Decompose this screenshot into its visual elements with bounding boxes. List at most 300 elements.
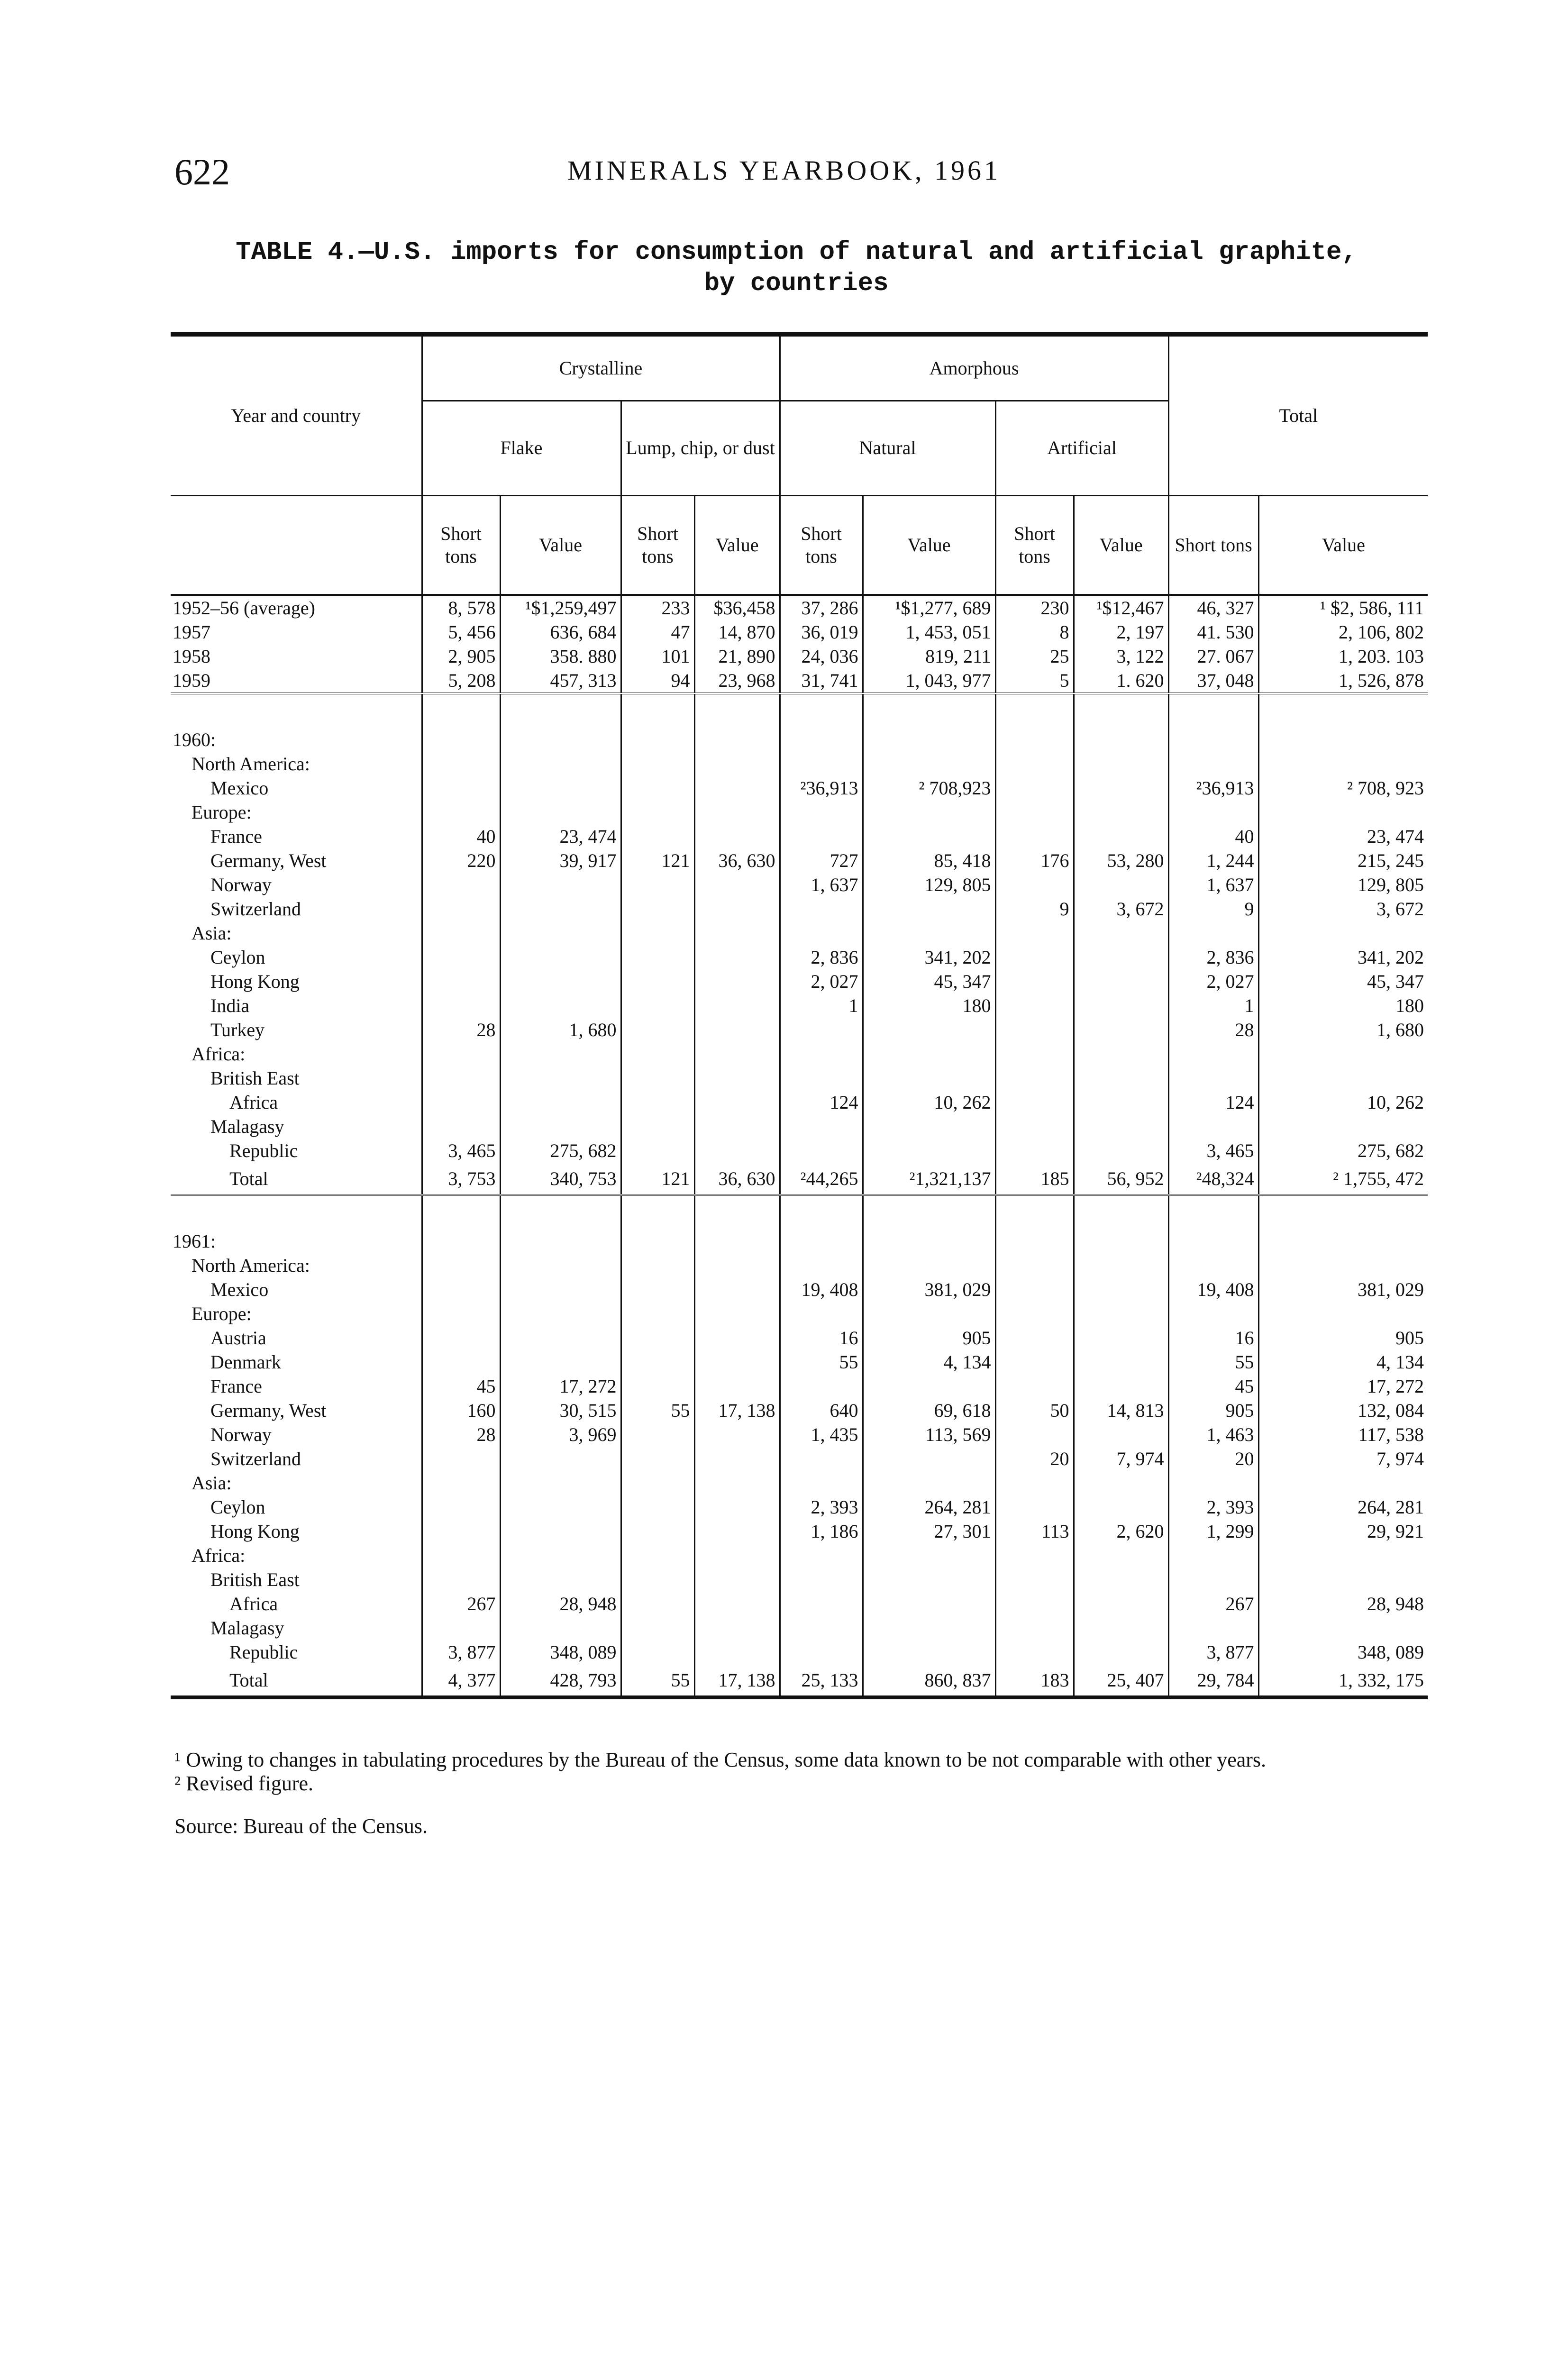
row-label: Africa: xyxy=(171,1543,422,1568)
data-cell: 23, 474 xyxy=(1258,824,1428,848)
data-cell xyxy=(621,1592,694,1616)
data-cell xyxy=(694,1568,780,1592)
data-cell xyxy=(621,1229,694,1253)
data-cell: 1 xyxy=(780,994,863,1018)
data-cell xyxy=(1168,1568,1258,1592)
data-cell xyxy=(995,945,1074,969)
data-cell xyxy=(621,994,694,1018)
data-cell xyxy=(621,1253,694,1277)
data-cell: 40 xyxy=(1168,824,1258,848)
data-cell: 24, 036 xyxy=(780,644,863,668)
data-cell xyxy=(1258,800,1428,824)
data-cell: 2, 393 xyxy=(780,1495,863,1519)
data-cell xyxy=(621,728,694,752)
data-cell: 341, 202 xyxy=(863,945,995,969)
data-cell xyxy=(780,1042,863,1066)
row-label: Asia: xyxy=(171,1471,422,1495)
data-cell: 5, 208 xyxy=(422,668,500,693)
data-cell xyxy=(995,728,1074,752)
data-cell xyxy=(995,969,1074,994)
data-cell: 1, 637 xyxy=(780,873,863,897)
flake-header: Flake xyxy=(422,401,621,495)
data-cell xyxy=(995,800,1074,824)
data-cell: 45, 347 xyxy=(1258,969,1428,994)
short-tons-header: Short tons xyxy=(621,495,694,595)
data-cell xyxy=(694,693,780,728)
data-cell xyxy=(621,1195,694,1229)
data-cell xyxy=(780,1543,863,1568)
data-cell: 233 xyxy=(621,595,694,620)
data-cell xyxy=(995,1422,1074,1447)
total-row xyxy=(171,1664,1428,1697)
data-cell xyxy=(863,728,995,752)
data-cell xyxy=(995,1326,1074,1350)
artificial-header: Artificial xyxy=(995,401,1168,495)
data-cell: 267 xyxy=(1168,1592,1258,1616)
data-cell xyxy=(621,1326,694,1350)
data-cell xyxy=(500,873,621,897)
data-cell: ²1,321,137 xyxy=(863,1163,995,1195)
data-cell xyxy=(1074,1350,1168,1374)
data-cell xyxy=(422,921,500,945)
data-cell: ²44,265 xyxy=(780,1163,863,1195)
data-cell: 36, 019 xyxy=(780,620,863,644)
table-row xyxy=(171,1616,1428,1640)
table-row xyxy=(171,1543,1428,1568)
data-cell xyxy=(995,921,1074,945)
data-cell xyxy=(780,1374,863,1398)
data-cell xyxy=(863,1253,995,1277)
data-cell xyxy=(863,1568,995,1592)
data-cell xyxy=(621,752,694,776)
data-cell xyxy=(1074,873,1168,897)
data-cell: 264, 281 xyxy=(863,1495,995,1519)
data-cell: 47 xyxy=(621,620,694,644)
data-cell: 124 xyxy=(1168,1090,1258,1114)
data-cell xyxy=(422,1519,500,1543)
data-cell: 17, 272 xyxy=(1258,1374,1428,1398)
row-label xyxy=(171,1195,422,1229)
data-cell xyxy=(500,752,621,776)
data-cell xyxy=(995,693,1074,728)
data-cell: 14, 870 xyxy=(694,620,780,644)
table-row xyxy=(171,1592,1428,1616)
data-cell: 29, 784 xyxy=(1168,1664,1258,1697)
row-label: Ceylon xyxy=(171,1495,422,1519)
data-cell: 23, 474 xyxy=(500,824,621,848)
data-cell: 1, 435 xyxy=(780,1422,863,1447)
data-cell xyxy=(694,1519,780,1543)
data-cell xyxy=(500,897,621,921)
data-cell: 20 xyxy=(995,1447,1074,1471)
data-cell xyxy=(1074,1422,1168,1447)
data-cell: 340, 753 xyxy=(500,1163,621,1195)
data-cell xyxy=(621,1568,694,1592)
table-row xyxy=(171,1495,1428,1519)
table-row xyxy=(171,824,1428,848)
data-cell: 124 xyxy=(780,1090,863,1114)
row-label: Malagasy xyxy=(171,1616,422,1640)
data-cell xyxy=(621,1471,694,1495)
data-cell xyxy=(995,1616,1074,1640)
data-cell: 10, 262 xyxy=(1258,1090,1428,1114)
data-cell xyxy=(1168,1195,1258,1229)
data-cell xyxy=(1258,1543,1428,1568)
data-cell: 2, 905 xyxy=(422,644,500,668)
data-cell xyxy=(863,693,995,728)
data-cell xyxy=(621,800,694,824)
data-cell xyxy=(694,776,780,800)
data-cell: 30, 515 xyxy=(500,1398,621,1422)
data-cell: 275, 682 xyxy=(1258,1139,1428,1163)
data-cell: 2, 836 xyxy=(1168,945,1258,969)
data-cell xyxy=(995,776,1074,800)
data-cell xyxy=(1074,824,1168,848)
data-cell xyxy=(780,1471,863,1495)
data-cell: 39, 917 xyxy=(500,848,621,873)
data-cell xyxy=(694,1018,780,1042)
graphite-imports-table xyxy=(171,332,1428,1699)
data-cell: 1, 453, 051 xyxy=(863,620,995,644)
data-cell xyxy=(1258,1195,1428,1229)
data-cell xyxy=(863,1302,995,1326)
data-cell: 41. 530 xyxy=(1168,620,1258,644)
table-row xyxy=(171,1253,1428,1277)
data-cell: 113 xyxy=(995,1519,1074,1543)
data-cell xyxy=(694,1326,780,1350)
data-cell xyxy=(863,800,995,824)
data-cell: ¹$1,277, 689 xyxy=(863,595,995,620)
data-cell xyxy=(621,1374,694,1398)
data-cell xyxy=(694,1374,780,1398)
data-cell: ¹ $2, 586, 111 xyxy=(1258,595,1428,620)
table-row xyxy=(171,1568,1428,1592)
data-cell xyxy=(1074,800,1168,824)
data-cell xyxy=(694,1543,780,1568)
short-tons-header: Short tons xyxy=(780,495,863,595)
data-cell: 2, 027 xyxy=(780,969,863,994)
data-cell: 21, 890 xyxy=(694,644,780,668)
data-cell: 9 xyxy=(995,897,1074,921)
data-cell xyxy=(500,1114,621,1139)
data-cell xyxy=(995,1042,1074,1066)
data-cell xyxy=(1074,1253,1168,1277)
data-cell xyxy=(621,693,694,728)
data-cell xyxy=(995,1302,1074,1326)
data-cell xyxy=(780,1066,863,1090)
row-label: France xyxy=(171,1374,422,1398)
data-cell xyxy=(1258,1616,1428,1640)
data-cell: 905 xyxy=(863,1326,995,1350)
row-label: 1960: xyxy=(171,728,422,752)
row-label: North America: xyxy=(171,752,422,776)
data-cell xyxy=(694,897,780,921)
data-cell xyxy=(500,1326,621,1350)
data-cell: 94 xyxy=(621,668,694,693)
table-row xyxy=(171,921,1428,945)
data-cell xyxy=(780,1640,863,1664)
data-cell xyxy=(1074,1374,1168,1398)
data-cell xyxy=(422,1066,500,1090)
data-cell xyxy=(694,1422,780,1447)
data-cell: 2, 106, 802 xyxy=(1258,620,1428,644)
data-cell: 25, 407 xyxy=(1074,1664,1168,1697)
data-cell: 121 xyxy=(621,1163,694,1195)
footnote-1: ¹ Owing to changes in tabulating procedures by the Bureau of the Census, some data known to be not comparable with other years. xyxy=(174,1748,1267,1771)
data-cell xyxy=(422,1326,500,1350)
row-label: Switzerland xyxy=(171,1447,422,1471)
data-cell xyxy=(1074,1568,1168,1592)
row-label: Mexico xyxy=(171,776,422,800)
data-cell: 28, 948 xyxy=(500,1592,621,1616)
row-label: Europe: xyxy=(171,800,422,824)
data-cell: 1, 680 xyxy=(1258,1018,1428,1042)
data-cell: 16 xyxy=(780,1326,863,1350)
data-cell: 3, 122 xyxy=(1074,644,1168,668)
data-cell: 7, 974 xyxy=(1074,1447,1168,1471)
data-cell xyxy=(780,824,863,848)
data-cell: 1 xyxy=(1168,994,1258,1018)
table-row xyxy=(171,1302,1428,1326)
data-cell: 1, 186 xyxy=(780,1519,863,1543)
data-cell xyxy=(422,1090,500,1114)
data-cell xyxy=(500,1519,621,1543)
data-cell xyxy=(1074,994,1168,1018)
data-cell xyxy=(694,1042,780,1066)
data-cell xyxy=(422,1495,500,1519)
data-cell xyxy=(780,752,863,776)
data-cell xyxy=(694,1139,780,1163)
row-label xyxy=(171,693,422,728)
data-cell xyxy=(500,1090,621,1114)
data-cell xyxy=(621,1042,694,1066)
table-row xyxy=(171,644,1428,668)
data-cell xyxy=(694,1195,780,1229)
data-cell xyxy=(500,969,621,994)
data-cell: 31, 741 xyxy=(780,668,863,693)
data-cell xyxy=(995,1374,1074,1398)
data-cell: 17, 138 xyxy=(694,1664,780,1697)
total-row xyxy=(171,1163,1428,1195)
data-cell: 220 xyxy=(422,848,500,873)
data-cell: 1, 637 xyxy=(1168,873,1258,897)
data-cell: 860, 837 xyxy=(863,1664,995,1697)
data-cell: 5, 456 xyxy=(422,620,500,644)
data-cell xyxy=(1168,1253,1258,1277)
data-cell: 1, 203. 103 xyxy=(1258,644,1428,668)
row-label: Norway xyxy=(171,1422,422,1447)
data-cell xyxy=(621,776,694,800)
data-cell: 215, 245 xyxy=(1258,848,1428,873)
data-cell xyxy=(694,824,780,848)
data-cell xyxy=(694,1229,780,1253)
value-header: Value xyxy=(863,495,995,595)
table-body xyxy=(171,595,1428,1697)
data-cell xyxy=(863,1543,995,1568)
data-cell xyxy=(694,921,780,945)
data-cell xyxy=(694,1592,780,1616)
data-cell xyxy=(621,1422,694,1447)
data-cell: 29, 921 xyxy=(1258,1519,1428,1543)
data-cell xyxy=(1168,800,1258,824)
table-row xyxy=(171,1090,1428,1114)
short-tons-header: Short tons xyxy=(1168,495,1258,595)
table-row xyxy=(171,1139,1428,1163)
table-row xyxy=(171,800,1428,824)
data-cell: 25 xyxy=(995,644,1074,668)
data-cell xyxy=(422,728,500,752)
data-cell xyxy=(863,1616,995,1640)
data-cell xyxy=(621,1114,694,1139)
data-cell: 55 xyxy=(621,1398,694,1422)
value-header: Value xyxy=(694,495,780,595)
data-cell xyxy=(621,873,694,897)
data-cell: 46, 327 xyxy=(1168,595,1258,620)
data-cell xyxy=(1074,969,1168,994)
data-cell xyxy=(995,1592,1074,1616)
row-label: India xyxy=(171,994,422,1018)
data-cell xyxy=(694,1495,780,1519)
table-row xyxy=(171,873,1428,897)
value-header: Value xyxy=(1258,495,1428,595)
data-cell xyxy=(621,1277,694,1302)
short-tons-header: Short tons xyxy=(995,495,1074,595)
data-cell: 348, 089 xyxy=(500,1640,621,1664)
data-cell xyxy=(694,728,780,752)
data-cell xyxy=(1258,1471,1428,1495)
data-cell xyxy=(863,1195,995,1229)
data-cell: 28 xyxy=(422,1018,500,1042)
data-cell xyxy=(1074,921,1168,945)
data-cell: 9 xyxy=(1168,897,1258,921)
data-cell: 7, 974 xyxy=(1258,1447,1428,1471)
data-cell: 23, 968 xyxy=(694,668,780,693)
data-cell xyxy=(422,1229,500,1253)
data-cell: 4, 377 xyxy=(422,1664,500,1697)
data-cell: 17, 272 xyxy=(500,1374,621,1398)
data-cell: 160 xyxy=(422,1398,500,1422)
data-cell: ² 708, 923 xyxy=(1258,776,1428,800)
data-cell xyxy=(621,1519,694,1543)
data-cell xyxy=(1168,1066,1258,1090)
data-cell: 3, 753 xyxy=(422,1163,500,1195)
data-cell: ²36,913 xyxy=(1168,776,1258,800)
data-cell: 640 xyxy=(780,1398,863,1422)
data-cell xyxy=(500,1350,621,1374)
data-cell xyxy=(694,945,780,969)
table-row xyxy=(171,1422,1428,1447)
data-cell: 3, 877 xyxy=(422,1640,500,1664)
data-cell: 19, 408 xyxy=(1168,1277,1258,1302)
data-cell xyxy=(422,693,500,728)
data-cell xyxy=(1074,1326,1168,1350)
data-cell xyxy=(1074,1640,1168,1664)
data-cell xyxy=(780,1568,863,1592)
short-tons-header: Short tons xyxy=(422,495,500,595)
data-cell xyxy=(780,1195,863,1229)
data-cell: 905 xyxy=(1168,1398,1258,1422)
data-cell xyxy=(780,1018,863,1042)
data-cell: 3, 672 xyxy=(1074,897,1168,921)
data-cell: 10, 262 xyxy=(863,1090,995,1114)
data-cell xyxy=(863,1042,995,1066)
data-cell xyxy=(1168,752,1258,776)
data-cell xyxy=(1168,1302,1258,1326)
natural-header: Natural xyxy=(780,401,995,495)
data-cell xyxy=(1258,728,1428,752)
data-cell xyxy=(694,1616,780,1640)
data-cell xyxy=(780,1616,863,1640)
data-cell xyxy=(995,1495,1074,1519)
data-cell xyxy=(1258,1114,1428,1139)
row-label: 1959 xyxy=(171,668,422,693)
data-cell xyxy=(1074,1277,1168,1302)
data-cell xyxy=(1074,1471,1168,1495)
table-title xyxy=(171,237,1422,300)
data-cell xyxy=(621,921,694,945)
data-cell xyxy=(995,1114,1074,1139)
data-cell xyxy=(780,1139,863,1163)
data-cell xyxy=(995,994,1074,1018)
table-row xyxy=(171,1229,1428,1253)
data-cell xyxy=(995,752,1074,776)
data-cell xyxy=(422,1543,500,1568)
data-cell: 2, 620 xyxy=(1074,1519,1168,1543)
table-row xyxy=(171,1519,1428,1543)
data-cell xyxy=(780,800,863,824)
data-cell: 341, 202 xyxy=(1258,945,1428,969)
data-cell: 5 xyxy=(995,668,1074,693)
table-row xyxy=(171,994,1428,1018)
data-cell: 3, 969 xyxy=(500,1422,621,1447)
data-cell: 1, 680 xyxy=(500,1018,621,1042)
data-cell: 1. 620 xyxy=(1074,668,1168,693)
data-cell xyxy=(780,728,863,752)
data-cell xyxy=(694,1277,780,1302)
data-cell xyxy=(422,1471,500,1495)
data-cell xyxy=(621,1616,694,1640)
table-row xyxy=(171,776,1428,800)
data-cell xyxy=(1074,1495,1168,1519)
data-cell xyxy=(422,1253,500,1277)
data-cell xyxy=(694,1447,780,1471)
data-cell: $36,458 xyxy=(694,595,780,620)
running-title: MINERALS YEARBOOK, 1961 xyxy=(567,155,1001,186)
data-cell: 50 xyxy=(995,1398,1074,1422)
data-cell xyxy=(1258,752,1428,776)
value-header: Value xyxy=(1074,495,1168,595)
data-cell: ² 1,755, 472 xyxy=(1258,1163,1428,1195)
data-cell xyxy=(500,921,621,945)
data-cell: 1, 463 xyxy=(1168,1422,1258,1447)
data-cell xyxy=(422,800,500,824)
data-cell xyxy=(500,1447,621,1471)
data-cell xyxy=(995,1139,1074,1163)
data-cell: 1, 299 xyxy=(1168,1519,1258,1543)
row-label: 1952–56 (average) xyxy=(171,595,422,620)
data-cell xyxy=(863,1374,995,1398)
data-cell xyxy=(694,1471,780,1495)
data-cell xyxy=(422,1114,500,1139)
data-cell xyxy=(500,728,621,752)
page-number: 622 xyxy=(174,151,230,192)
data-cell xyxy=(995,1066,1074,1090)
data-cell xyxy=(422,994,500,1018)
data-cell xyxy=(422,969,500,994)
data-cell: 4, 134 xyxy=(863,1350,995,1374)
data-cell: ²36,913 xyxy=(780,776,863,800)
data-cell: ¹$12,467 xyxy=(1074,595,1168,620)
